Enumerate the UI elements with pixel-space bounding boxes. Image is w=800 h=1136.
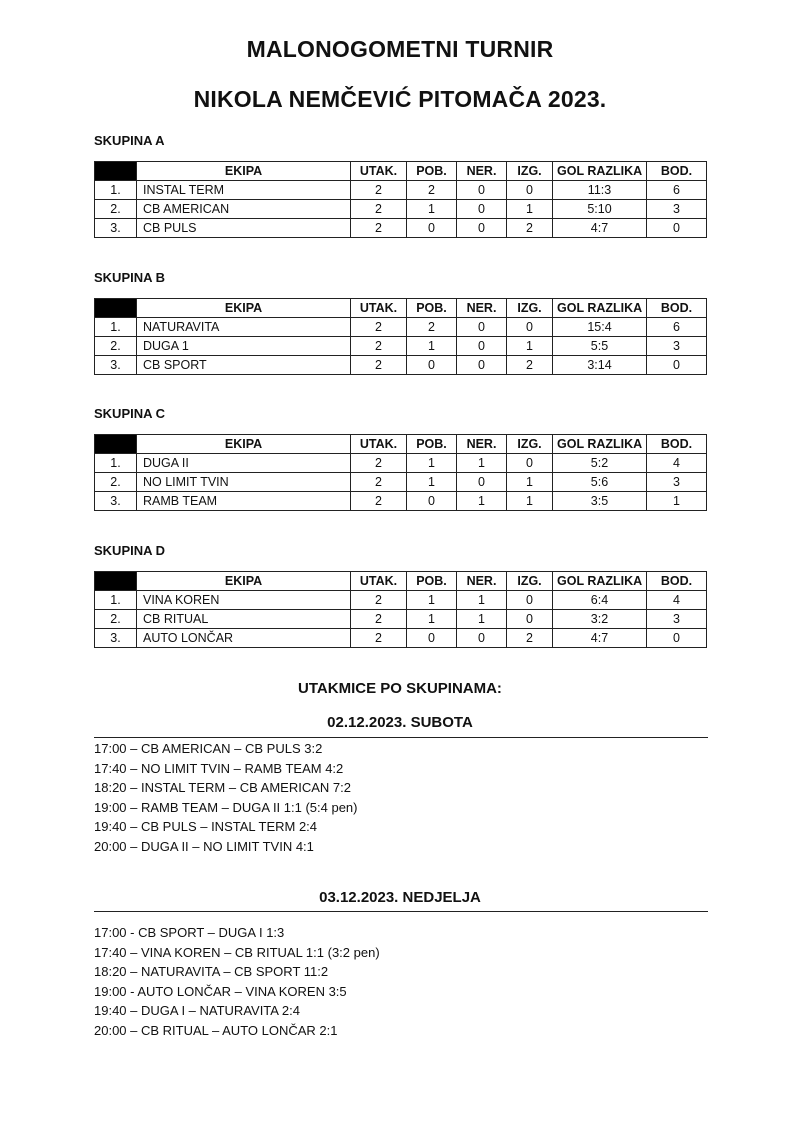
played-cell: 2 — [351, 200, 407, 219]
goals-cell: 5:5 — [553, 337, 647, 356]
group-b — [94, 270, 706, 375]
group-c — [94, 406, 706, 511]
day-heading-sunday: 03.12.2023. NEDJELJA — [319, 889, 481, 906]
rank-cell: 2. — [95, 610, 137, 629]
lost-cell: 1 — [507, 492, 553, 511]
draw-cell: 0 — [457, 219, 507, 238]
header-team: EKIPA — [137, 162, 351, 181]
header-goal-diff: GOL RAZLIKA — [553, 299, 647, 318]
list-item: 17:00 - CB SPORT – DUGA I 1:3 — [94, 925, 285, 940]
rank-cell: 3. — [95, 492, 137, 511]
points-cell: 3 — [647, 473, 707, 492]
won-cell: 1 — [407, 200, 457, 219]
draw-cell: 1 — [457, 492, 507, 511]
points-cell: 4 — [647, 591, 707, 610]
standings-table-b — [94, 298, 707, 375]
header-goal-diff: GOL RAZLIKA — [553, 435, 647, 454]
table-row — [95, 591, 707, 610]
lost-cell: 1 — [507, 473, 553, 492]
played-cell: 2 — [351, 591, 407, 610]
header-won: POB. — [407, 435, 457, 454]
draw-cell: 0 — [457, 473, 507, 492]
won-cell: 0 — [407, 219, 457, 238]
match-list-saturday — [94, 739, 708, 856]
list-item: 17:40 – NO LIMIT TVIN – RAMB TEAM 4:2 — [94, 760, 344, 776]
lost-cell: 0 — [507, 318, 553, 337]
team-cell: CB RITUAL — [137, 610, 351, 629]
points-cell: 0 — [647, 356, 707, 375]
header-played: UTAK. — [351, 162, 407, 181]
table-row — [95, 356, 707, 375]
table-row — [95, 473, 707, 492]
list-item: 19:00 - AUTO LONČAR – VINA KOREN 3:5 — [94, 983, 347, 999]
header-won: POB. — [407, 572, 457, 591]
header-lost: IZG. — [507, 162, 553, 181]
lost-cell: 0 — [507, 591, 553, 610]
lost-cell: 1 — [507, 200, 553, 219]
table-row — [95, 492, 707, 511]
list-item: 19:40 – CB PULS – INSTAL TERM 2:4 — [94, 819, 318, 834]
divider — [94, 911, 708, 912]
header-won: POB. — [407, 162, 457, 181]
list-item: 17:00 – CB AMERICAN – CB PULS 3:2 — [94, 741, 323, 756]
goals-cell: 6:4 — [553, 591, 647, 610]
header-draw: NER. — [457, 162, 507, 181]
lost-cell: 0 — [507, 610, 553, 629]
draw-cell: 1 — [457, 454, 507, 473]
rank-cell: 2. — [95, 473, 137, 492]
rank-cell: 2. — [95, 337, 137, 356]
points-cell: 1 — [647, 492, 707, 511]
played-cell: 2 — [351, 629, 407, 648]
header-goal-diff: GOL RAZLIKA — [553, 162, 647, 181]
list-item: 18:20 – INSTAL TERM – CB AMERICAN 7:2 — [94, 780, 351, 795]
header-team: EKIPA — [137, 435, 351, 454]
draw-cell: 1 — [457, 610, 507, 629]
list-item: 19:00 – RAMB TEAM – DUGA II 1:1 (5:4 pen) — [94, 799, 358, 815]
list-item: 20:00 – CB RITUAL – AUTO LONČAR 2:1 — [94, 1022, 338, 1038]
header-points: BOD. — [647, 162, 707, 181]
table-row — [95, 610, 707, 629]
group-d — [94, 543, 706, 648]
won-cell: 0 — [407, 629, 457, 648]
table-row — [95, 200, 707, 219]
table-row — [95, 454, 707, 473]
list-item: 20:00 – DUGA II – NO LIMIT TVIN 4:1 — [94, 838, 314, 854]
table-header-row — [95, 299, 707, 318]
table-header-row — [95, 435, 707, 454]
lost-cell: 0 — [507, 454, 553, 473]
lost-cell: 1 — [507, 337, 553, 356]
header-points: BOD. — [647, 572, 707, 591]
goals-cell: 3:2 — [553, 610, 647, 629]
points-cell: 3 — [647, 337, 707, 356]
played-cell: 2 — [351, 318, 407, 337]
group-label: SKUPINA B — [94, 270, 166, 285]
header-points: BOD. — [647, 299, 707, 318]
standings-table-c — [94, 434, 707, 511]
team-cell: NATURAVITA — [137, 318, 351, 337]
team-cell: AUTO LONČAR — [137, 629, 351, 648]
header-lost: IZG. — [507, 435, 553, 454]
group-label: SKUPINA C — [94, 406, 166, 421]
team-cell: INSTAL TERM — [137, 181, 351, 200]
played-cell: 2 — [351, 492, 407, 511]
team-cell: VINA KOREN — [137, 591, 351, 610]
played-cell: 2 — [351, 610, 407, 629]
goals-cell: 5:10 — [553, 200, 647, 219]
group-label: SKUPINA D — [94, 543, 166, 558]
rank-cell: 1. — [95, 318, 137, 337]
table-row — [95, 337, 707, 356]
header-goal-diff: GOL RAZLIKA — [553, 572, 647, 591]
points-cell: 3 — [647, 610, 707, 629]
divider — [94, 737, 708, 738]
header-points: BOD. — [647, 435, 707, 454]
table-row — [95, 318, 707, 337]
table-row — [95, 181, 707, 200]
table-header-row — [95, 162, 707, 181]
group-label: SKUPINA A — [94, 133, 165, 148]
tournament-subtitle: NIKOLA NEMČEVIĆ PITOMAČA 2023. — [193, 86, 607, 112]
list-item: 18:20 – NATURAVITA – CB SPORT 11:2 — [94, 964, 329, 979]
won-cell: 1 — [407, 473, 457, 492]
rank-cell: 1. — [95, 181, 137, 200]
won-cell: 2 — [407, 318, 457, 337]
draw-cell: 0 — [457, 356, 507, 375]
match-list-sunday — [94, 923, 708, 1040]
team-cell: CB AMERICAN — [137, 200, 351, 219]
won-cell: 1 — [407, 337, 457, 356]
team-cell: DUGA 1 — [137, 337, 351, 356]
header-blank-cell — [95, 435, 137, 454]
goals-cell: 3:5 — [553, 492, 647, 511]
team-cell: DUGA II — [137, 454, 351, 473]
team-cell: RAMB TEAM — [137, 492, 351, 511]
won-cell: 1 — [407, 591, 457, 610]
played-cell: 2 — [351, 337, 407, 356]
won-cell: 0 — [407, 356, 457, 375]
header-blank-cell — [95, 572, 137, 591]
points-cell: 0 — [647, 629, 707, 648]
won-cell: 2 — [407, 181, 457, 200]
draw-cell: 0 — [457, 337, 507, 356]
goals-cell: 5:6 — [553, 473, 647, 492]
rank-cell: 3. — [95, 629, 137, 648]
played-cell: 2 — [351, 454, 407, 473]
header-won: POB. — [407, 299, 457, 318]
played-cell: 2 — [351, 356, 407, 375]
goals-cell: 3:14 — [553, 356, 647, 375]
draw-cell: 0 — [457, 318, 507, 337]
header-team: EKIPA — [137, 299, 351, 318]
header-played: UTAK. — [351, 572, 407, 591]
table-row — [95, 219, 707, 238]
points-cell: 6 — [647, 318, 707, 337]
header-lost: IZG. — [507, 572, 553, 591]
goals-cell: 15:4 — [553, 318, 647, 337]
played-cell: 2 — [351, 181, 407, 200]
goals-cell: 4:7 — [553, 219, 647, 238]
lost-cell: 0 — [507, 181, 553, 200]
played-cell: 2 — [351, 473, 407, 492]
won-cell: 0 — [407, 492, 457, 511]
draw-cell: 0 — [457, 200, 507, 219]
lost-cell: 2 — [507, 219, 553, 238]
table-header-row — [95, 572, 707, 591]
list-item: 17:40 – VINA KOREN – CB RITUAL 1:1 (3:2 pen) — [94, 944, 380, 960]
draw-cell: 0 — [457, 181, 507, 200]
goals-cell: 11:3 — [553, 181, 647, 200]
header-draw: NER. — [457, 435, 507, 454]
points-cell: 6 — [647, 181, 707, 200]
rank-cell: 1. — [95, 454, 137, 473]
header-team: EKIPA — [137, 572, 351, 591]
won-cell: 1 — [407, 610, 457, 629]
matches-heading: UTAKMICE PO SKUPINAMA: — [298, 680, 502, 697]
header-blank-cell — [95, 299, 137, 318]
rank-cell: 2. — [95, 200, 137, 219]
rank-cell: 1. — [95, 591, 137, 610]
day-heading-saturday: 02.12.2023. SUBOTA — [327, 714, 473, 731]
won-cell: 1 — [407, 454, 457, 473]
list-item: 19:40 – DUGA I – NATURAVITA 2:4 — [94, 1003, 300, 1018]
team-cell: CB SPORT — [137, 356, 351, 375]
goals-cell: 5:2 — [553, 454, 647, 473]
header-draw: NER. — [457, 299, 507, 318]
team-cell: NO LIMIT TVIN — [137, 473, 351, 492]
header-blank-cell — [95, 162, 137, 181]
group-a — [94, 133, 706, 238]
tournament-title: MALONOGOMETNI TURNIR — [246, 36, 554, 62]
standings-table-d — [94, 571, 707, 648]
header-played: UTAK. — [351, 299, 407, 318]
lost-cell: 2 — [507, 629, 553, 648]
rank-cell: 3. — [95, 219, 137, 238]
header-lost: IZG. — [507, 299, 553, 318]
team-cell: CB PULS — [137, 219, 351, 238]
points-cell: 0 — [647, 219, 707, 238]
table-row — [95, 629, 707, 648]
goals-cell: 4:7 — [553, 629, 647, 648]
draw-cell: 1 — [457, 591, 507, 610]
rank-cell: 3. — [95, 356, 137, 375]
played-cell: 2 — [351, 219, 407, 238]
points-cell: 4 — [647, 454, 707, 473]
header-played: UTAK. — [351, 435, 407, 454]
standings-table-a — [94, 161, 707, 238]
points-cell: 3 — [647, 200, 707, 219]
header-draw: NER. — [457, 572, 507, 591]
lost-cell: 2 — [507, 356, 553, 375]
draw-cell: 0 — [457, 629, 507, 648]
